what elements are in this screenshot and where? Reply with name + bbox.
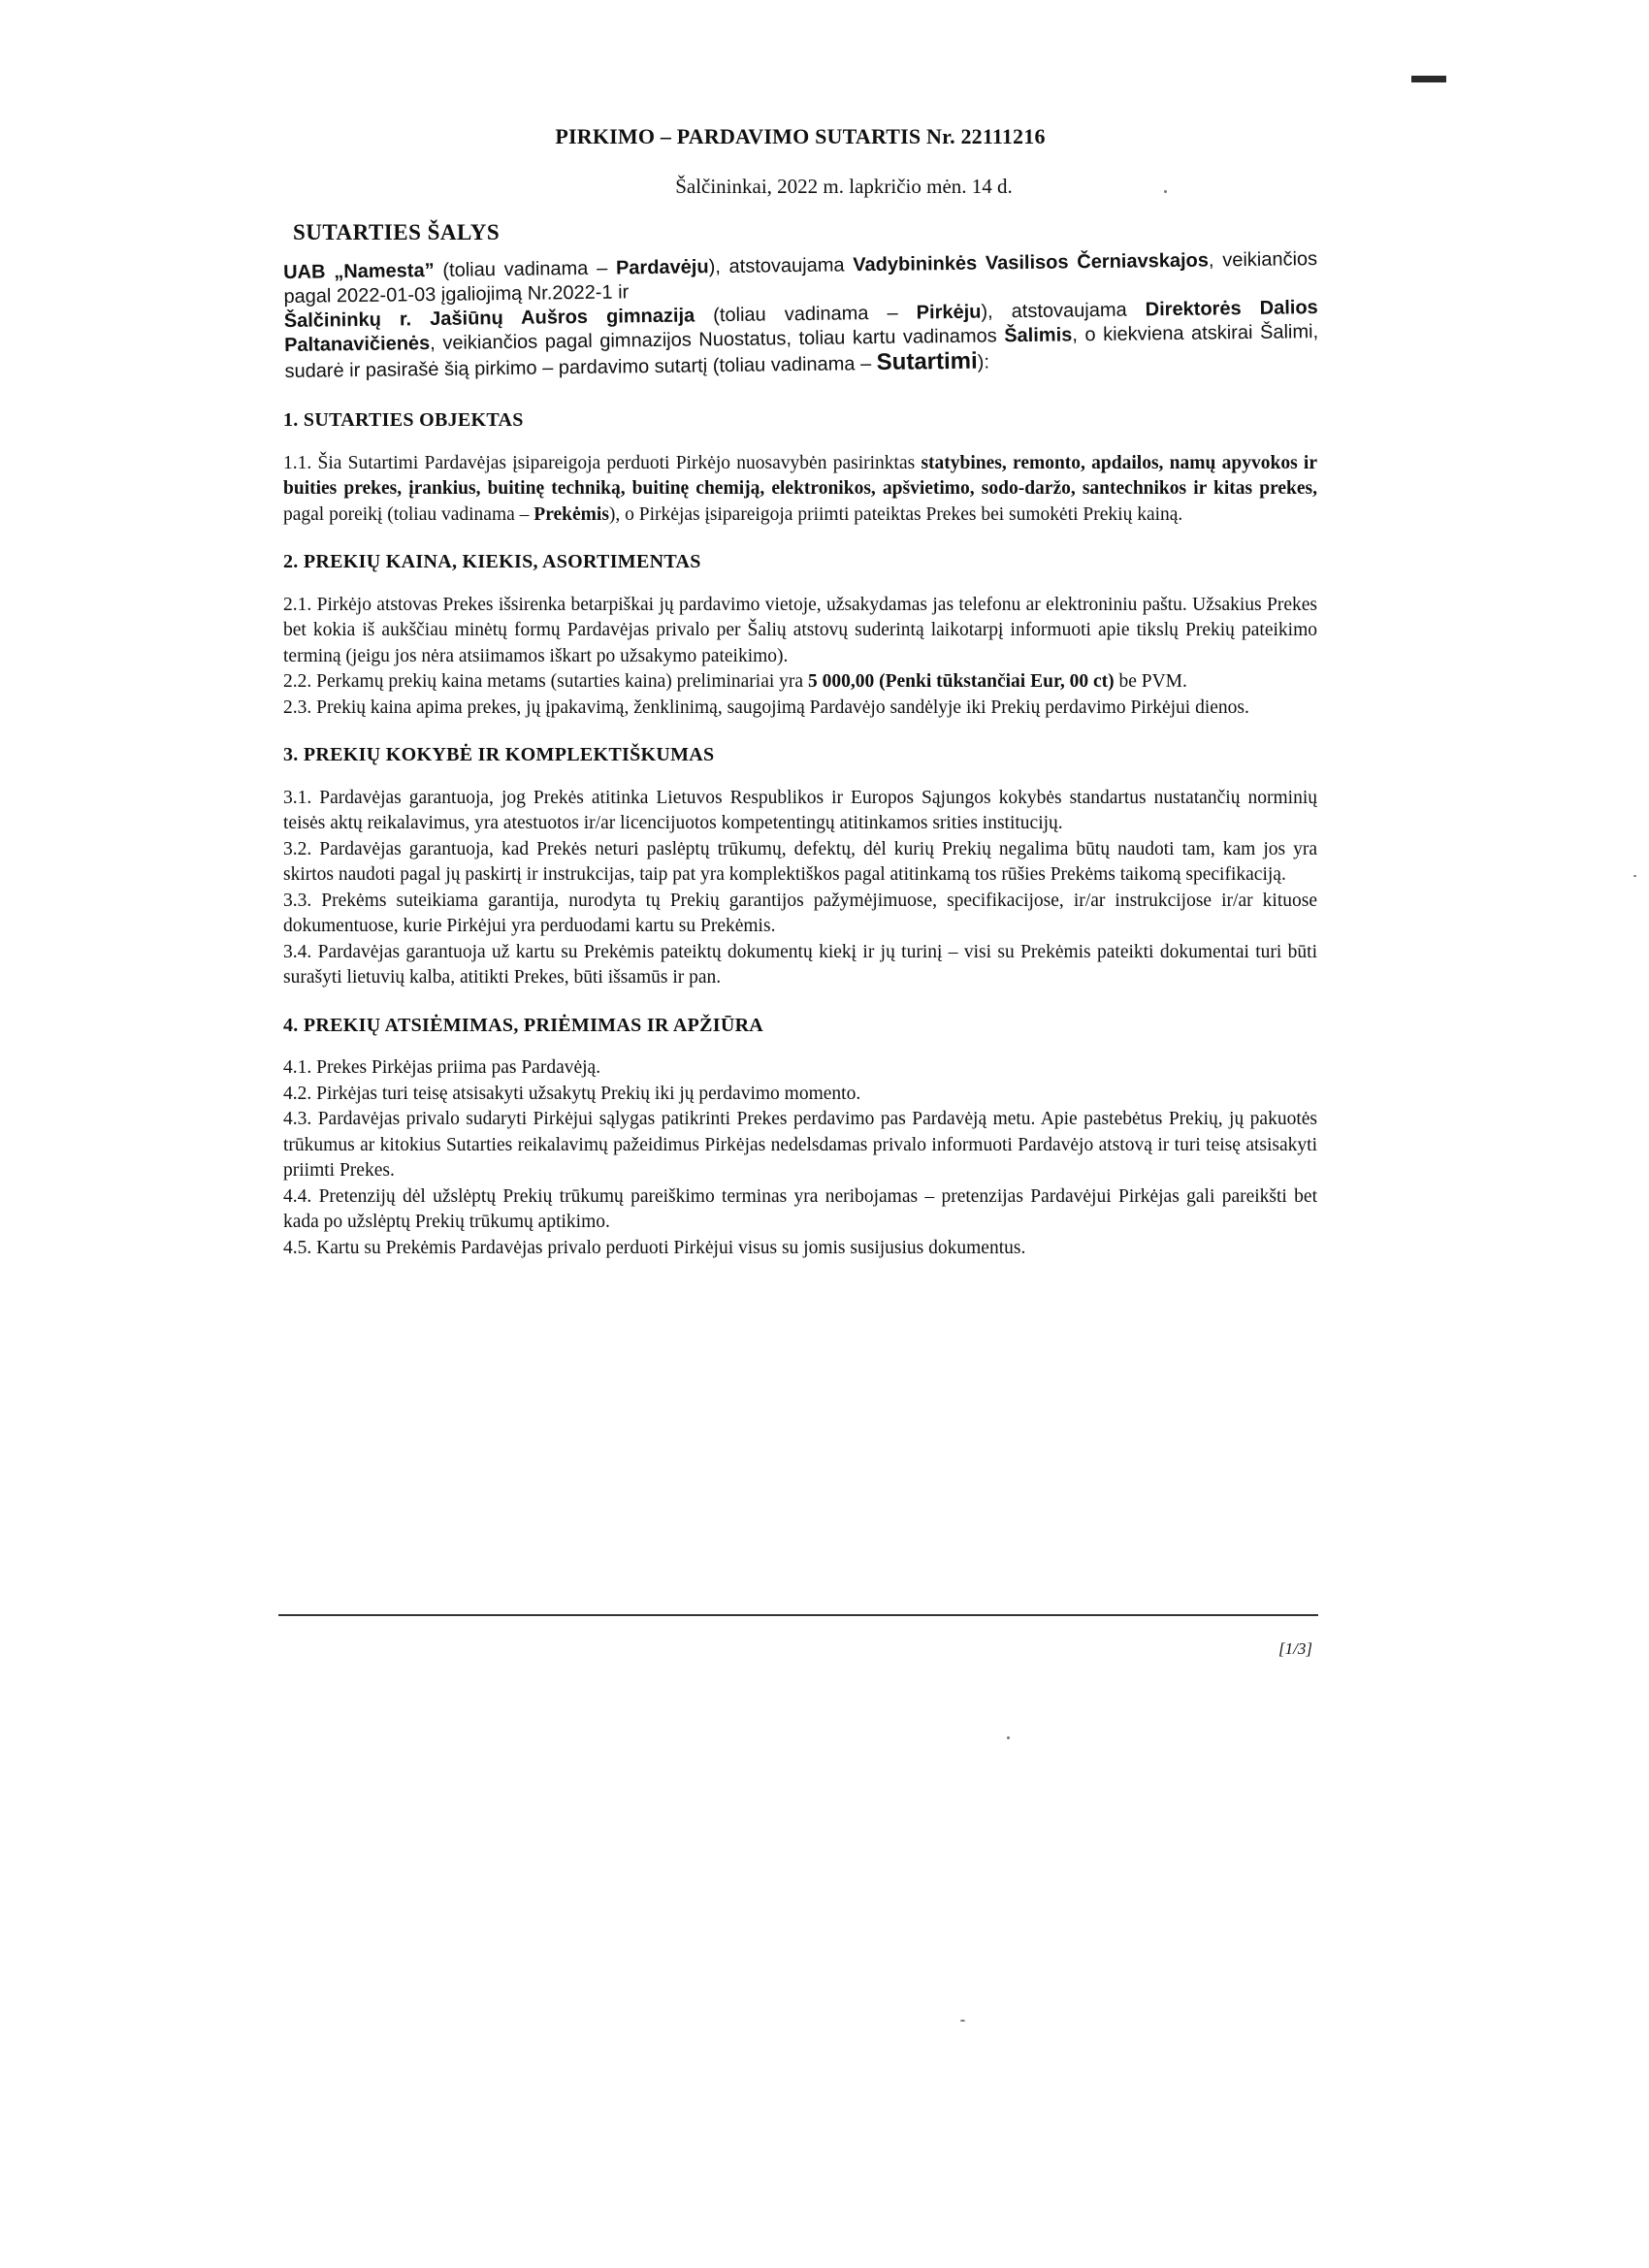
clause-text: 2.2. Perkamų prekių kaina metams (sutarties kaina) preliminariai yra bbox=[283, 671, 808, 692]
clause-4-3: 4.3. Pardavėjas privalo sudaryti Pirkėjui sąlygas patikrinti Prekes perdavimo pas Pardavėją metu. Apie pastebėtus Prekių, jų pakuotės trūkumus ar kitokius Sutarties reikalavimų pažeidimus Pirkėjas nedelsdamas privalo informuoti Pardavėjo atstovą ir turi teisę atsisakyti priimti Prekes. bbox=[283, 1109, 1317, 1181]
scan-speck bbox=[1633, 875, 1636, 877]
clause-4-4: 4.4. Pretenzijų dėl užslėptų Prekių trūkumų pareiškimo terminas yra neribojamas – pretenzijas Pardavėjui Pirkėjas gali pareikšti bet kada po užslėptų Prekių trūkumų aptikimo. bbox=[283, 1185, 1317, 1232]
section-2 bbox=[283, 549, 1317, 721]
goods-list: statybines, remonto, apdailos, namų apyvokos ir buities prekes, įrankius, buitinę techniką, buitinę chemiją, elektronikos, apšvietimo, sodo-daržo, santechnikos ir kitas prekes, bbox=[283, 452, 1317, 499]
clause-text: pagal poreikį (toliau vadinama – bbox=[283, 503, 534, 525]
parties-text: , o kiekviena atskirai Šalimi, sudarė ir pasirašė šią pirkimo – pardavimo sutartį (toliau vadinama – bbox=[284, 321, 1319, 382]
parties-text: , veikiančios pagal gimnazijos Nuostatus, toliau kartu vadinamos bbox=[430, 325, 1005, 355]
parties-paragraph bbox=[283, 247, 1319, 384]
parties-heading: SUTARTIES ŠALYS bbox=[293, 220, 501, 244]
clause-text: 1.1. Šia Sutartimi Pardavėjas įsipareigoja perduoti Pirkėjo nuosavybėn pasirinktas bbox=[283, 452, 922, 473]
clause-2-2 bbox=[283, 669, 1317, 696]
clause-3-4: 3.4. Pardavėjas garantuoja už kartu su Prekėmis pateiktų dokumentų kiekį ir jų turinį – visi su Prekėmis pateikti dokumentai turi būti surašyti lietuvių kalba, atitikti Prekes, būti išsamūs ir pan. bbox=[283, 941, 1317, 988]
clause-2-1: 2.1. Pirkėjo atstovas Prekes išsirenka betarpiškai jų pardavimo vietoje, užsakydamas jas telefonu ar elektroniniu paštu. Užsakius Prekes bet kokia iš aukščiau minėtų formų Pardavėjas privalo per Šalių atstovų suderintą laikotarpį informuoti apie tikslų Prekių pateikimo terminą (jeigu jos nėra atsiimamos iškart po užsakymo pateikimo). bbox=[283, 594, 1317, 666]
scan-speck bbox=[1007, 1736, 1010, 1739]
clause-3-1: 3.1. Pardavėjas garantuoja, jog Prekės atitinka Lietuvos Respublikos ir Europos Sąjungos kokybės standartus nustatančių norminių teisės aktų reikalavimus, yra atestuotos ir/ar licencijuotos kompetentingų atitinkamos srities institucijų. bbox=[283, 787, 1317, 833]
footer-divider bbox=[278, 1614, 1318, 1616]
seller-role: Pardavėju bbox=[615, 256, 709, 279]
seller-name: UAB „Namesta” bbox=[283, 259, 435, 283]
contract-price: 5 000,00 (Penki tūkstančiai Eur, 00 ct) bbox=[807, 671, 1115, 692]
section-1-heading: 1. SUTARTIES OBJEKTAS bbox=[283, 409, 524, 431]
parties-text: ): bbox=[977, 351, 990, 373]
section-3-heading: 3. PREKIŲ KOKYBĖ IR KOMPLEKTIŠKUMAS bbox=[283, 744, 715, 765]
clause-text: ), o Pirkėjas įsipareigoja priimti pateiktas Prekes bei sumokėti Prekių kainą. bbox=[608, 503, 1183, 525]
scan-speck bbox=[960, 2020, 965, 2022]
clause-4-1: 4.1. Prekes Pirkėjas priima pas Pardavėją. bbox=[283, 1057, 601, 1078]
buyer-name: Šalčininkų r. Jašiūnų Aušros gimnazija bbox=[283, 305, 695, 332]
contract-term: Sutartimi bbox=[876, 347, 978, 376]
parties-text: (toliau vadinama – bbox=[695, 302, 917, 327]
clause-3-3: 3.3. Prekėms suteikiama garantija, nurodyta tų Prekių garantijos pažymėjimuose, specifikacijose, ir/ar instrukcijose ir/ar kituose dokumentuose, kurie Pirkėjui yra perduodami kartu su Prekėmis. bbox=[283, 890, 1317, 936]
parties-text: ), atstovaujama bbox=[981, 299, 1146, 323]
section-3 bbox=[283, 742, 1317, 991]
clause-text: be PVM. bbox=[1114, 671, 1187, 692]
buyer-representative: Direktorės Dalios Paltanavičienės bbox=[283, 297, 1318, 356]
seller-representative: Vadybininkės Vasilisos Černiavskajos bbox=[853, 249, 1210, 276]
clause-4-5: 4.5. Kartu su Prekėmis Pardavėjas privalo perduoti Pirkėjui visus su jomis susijusius dokumentus. bbox=[283, 1237, 1026, 1258]
buyer-role: Pirkėju bbox=[916, 301, 982, 324]
section-4 bbox=[283, 1013, 1317, 1262]
parties-term: Šalimis bbox=[1004, 324, 1073, 347]
section-1 bbox=[283, 407, 1317, 528]
clause-2-3: 2.3. Prekių kaina apima prekes, jų įpakavimą, ženklinimą, saugojimą Pardavėjo sandėlyje iki Prekių perdavimo Pirkėjui dienos. bbox=[283, 697, 1249, 718]
clause-3-2: 3.2. Pardavėjas garantuoja, kad Prekės neturi paslėptų trūkumų, defektų, dėl kurių Prekių negalima būtų naudoti tam, kam jos yra skirtos naudoti pagal jų paskirtį ir instrukcijas, taip pat yra komplektiškos pagal atitinkamą tos rūšies Prekėms taikomą specifikaciją. bbox=[283, 838, 1317, 885]
parties-text: (toliau vadinama – bbox=[434, 257, 617, 281]
parties-text: , veikiančios pagal 2022-01-03 įgaliojimą Nr.2022-1 ir bbox=[283, 248, 1318, 308]
contract-title: PIRKIMO – PARDAVIMO SUTARTIS Nr. 22111216 bbox=[555, 124, 1046, 148]
goods-term: Prekėmis bbox=[534, 503, 609, 525]
contract-page bbox=[283, 124, 1317, 1261]
clause-4-2: 4.2. Pirkėjas turi teisę atsisakyti užsakytų Prekių iki jų perdavimo momento. bbox=[283, 1083, 861, 1104]
clause-1-1 bbox=[283, 451, 1317, 529]
section-4-heading: 4. PREKIŲ ATSIĖMIMAS, PRIĖMIMAS IR APŽIŪRA bbox=[283, 1014, 764, 1036]
place-date: Šalčininkai, 2022 m. lapkričio mėn. 14 d. bbox=[675, 175, 1013, 198]
parties-text: ), atstovaujama bbox=[708, 254, 854, 278]
scan-artifact-mark bbox=[1411, 76, 1446, 82]
page-number: [1/3] bbox=[1278, 1639, 1312, 1658]
section-2-heading: 2. PREKIŲ KAINA, KIEKIS, ASORTIMENTAS bbox=[283, 551, 701, 572]
